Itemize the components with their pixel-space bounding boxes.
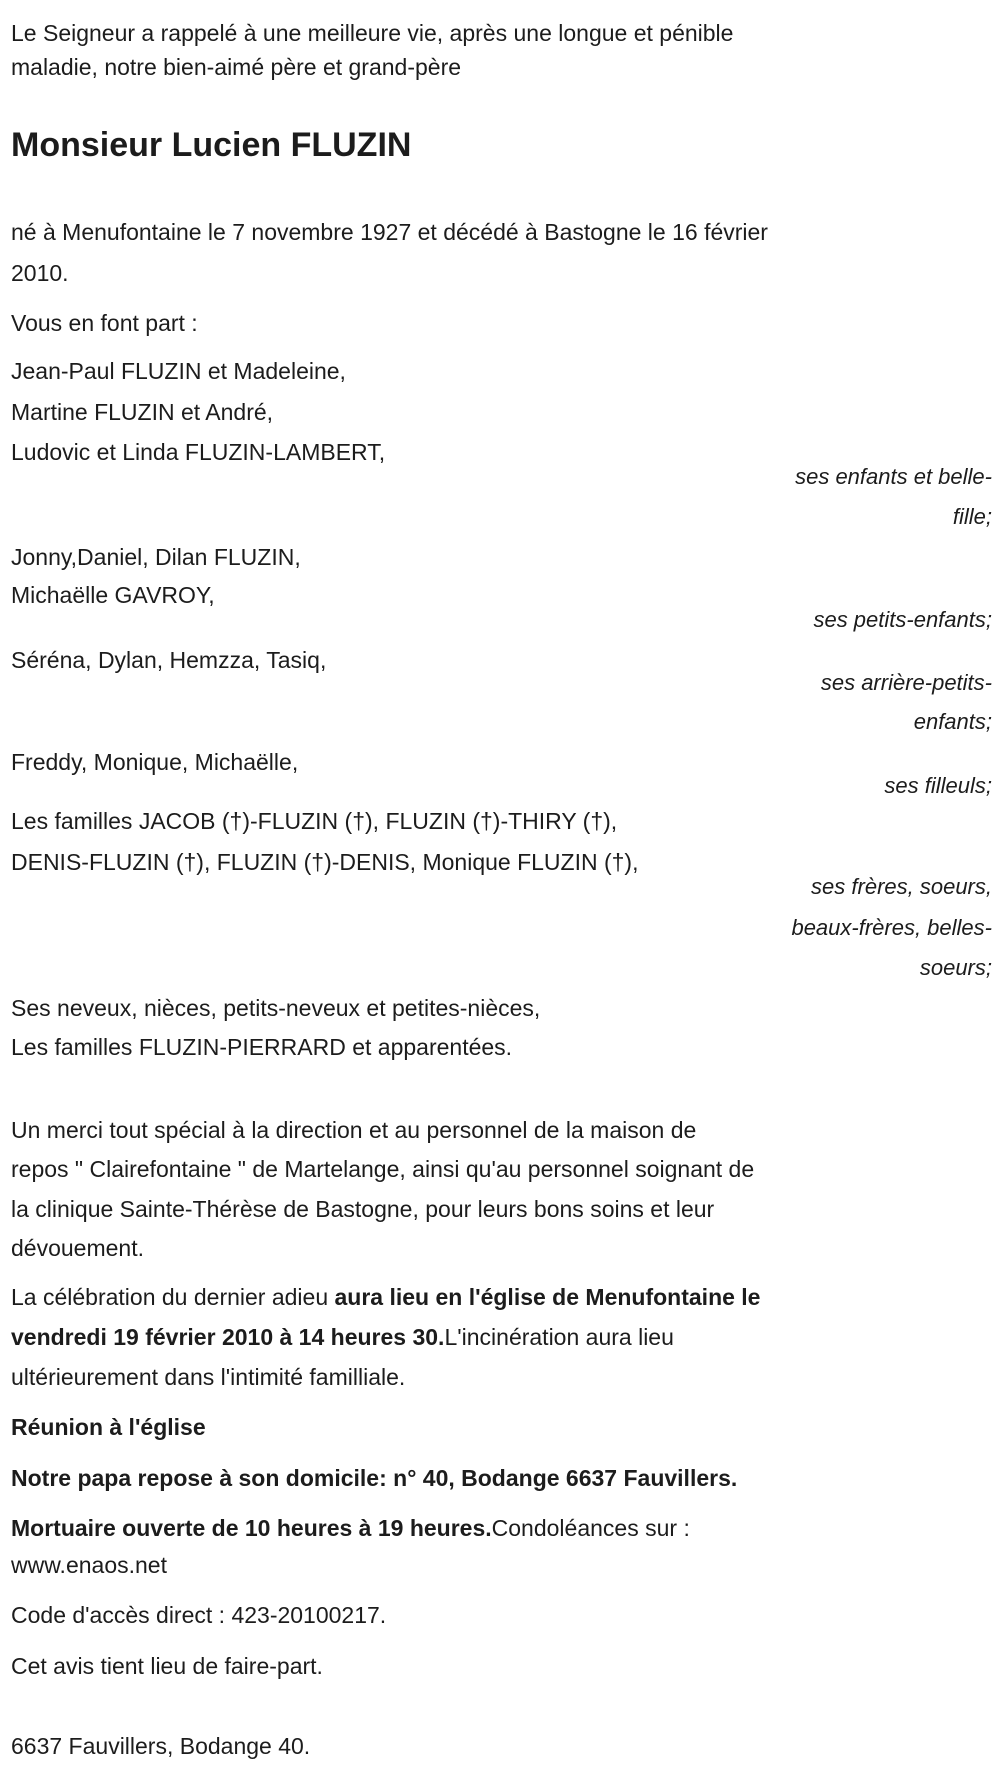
grandchildren-line: Jonny,Daniel, Dilan FLUZIN, <box>11 544 301 570</box>
children-label: fille; <box>952 504 992 529</box>
condolences-text: Condoléances sur : <box>491 1515 690 1541</box>
deceased-name: Monsieur Lucien FLUZIN <box>11 126 412 164</box>
siblings-label: ses frères, soeurs, <box>811 874 992 899</box>
thanks-line: repos " Clairefontaine " de Martelange, ainsi qu'au personnel soignant de <box>11 1156 755 1182</box>
ceremony-text: La célébration du dernier adieu <box>11 1284 335 1310</box>
thanks-line: Un merci tout spécial à la direction et au personnel de la maison de <box>11 1117 697 1143</box>
siblings-label: beaux-frères, belles- <box>791 915 992 940</box>
greatgrandchildren-label: ses arrière-petits- <box>820 670 992 695</box>
relatives-line: Ses neveux, nièces, petits-neveux et petites-nièces, <box>11 995 541 1021</box>
birth-death-line: 2010. <box>11 260 69 286</box>
ceremony-line <box>11 1317 674 1357</box>
ceremony-datetime: vendredi 19 février 2010 à 14 heures 30. <box>11 1324 445 1350</box>
intro-line: Le Seigneur a rappelé à une meilleure vie, après une longue et pénible <box>11 20 734 46</box>
thanks-line: dévouement. <box>11 1235 144 1261</box>
siblings-line: DENIS-FLUZIN (†), FLUZIN (†)-DENIS, Monique FLUZIN (†), <box>11 849 639 875</box>
ceremony-place: aura lieu en l'église de Menufontaine le <box>334 1284 761 1310</box>
godchildren-label: ses filleuls; <box>884 773 992 798</box>
announce-text: Vous en font part : <box>11 310 198 336</box>
cremation-text: L'incinération aura lieu <box>444 1324 674 1350</box>
mortuary-line <box>11 1508 690 1548</box>
siblings-label: soeurs; <box>919 955 992 980</box>
ceremony-line: ultérieurement dans l'intimité familliale. <box>11 1364 406 1390</box>
access-code: Code d'accès direct : 423-20100217. <box>11 1602 387 1628</box>
birth-death-line: né à Menufontaine le 7 novembre 1927 et décédé à Bastogne le 16 février <box>11 219 768 245</box>
greatgrandchildren-line: Séréna, Dylan, Hemzza, Tasiq, <box>11 647 327 673</box>
address-text: 6637 Fauvillers, Bodange 40. <box>11 1733 311 1759</box>
repose-text: Notre papa repose à son domicile: n° 40, Bodange 6637 Fauvillers. <box>11 1465 738 1491</box>
mortuary-hours: Mortuaire ouverte de 10 heures à 19 heures. <box>11 1515 492 1541</box>
notice-text: Cet avis tient lieu de faire-part. <box>11 1653 323 1679</box>
meeting-text: Réunion à l'église <box>11 1414 206 1440</box>
relatives-line: Les familles FLUZIN-PIERRARD et apparentées. <box>11 1034 513 1060</box>
greatgrandchildren-label: enfants; <box>913 709 992 734</box>
ceremony-line <box>11 1277 760 1317</box>
grandchildren-line: Michaëlle GAVROY, <box>11 582 215 608</box>
children-line: Jean-Paul FLUZIN et Madeleine, <box>11 358 346 384</box>
children-line: Martine FLUZIN et André, <box>11 399 274 425</box>
thanks-line: la clinique Sainte-Thérèse de Bastogne, pour leurs bons soins et leur <box>11 1196 715 1222</box>
children-label: ses enfants et belle- <box>795 464 992 489</box>
children-line: Ludovic et Linda FLUZIN-LAMBERT, <box>11 439 386 465</box>
siblings-line: Les familles JACOB (†)-FLUZIN (†), FLUZIN (†)-THIRY (†), <box>11 808 618 834</box>
intro-line: maladie, notre bien-aimé père et grand-père <box>11 54 462 80</box>
grandchildren-label: ses petits-enfants; <box>813 607 992 632</box>
godchildren-line: Freddy, Monique, Michaëlle, <box>11 749 299 775</box>
website-link[interactable]: www.enaos.net <box>11 1552 167 1578</box>
